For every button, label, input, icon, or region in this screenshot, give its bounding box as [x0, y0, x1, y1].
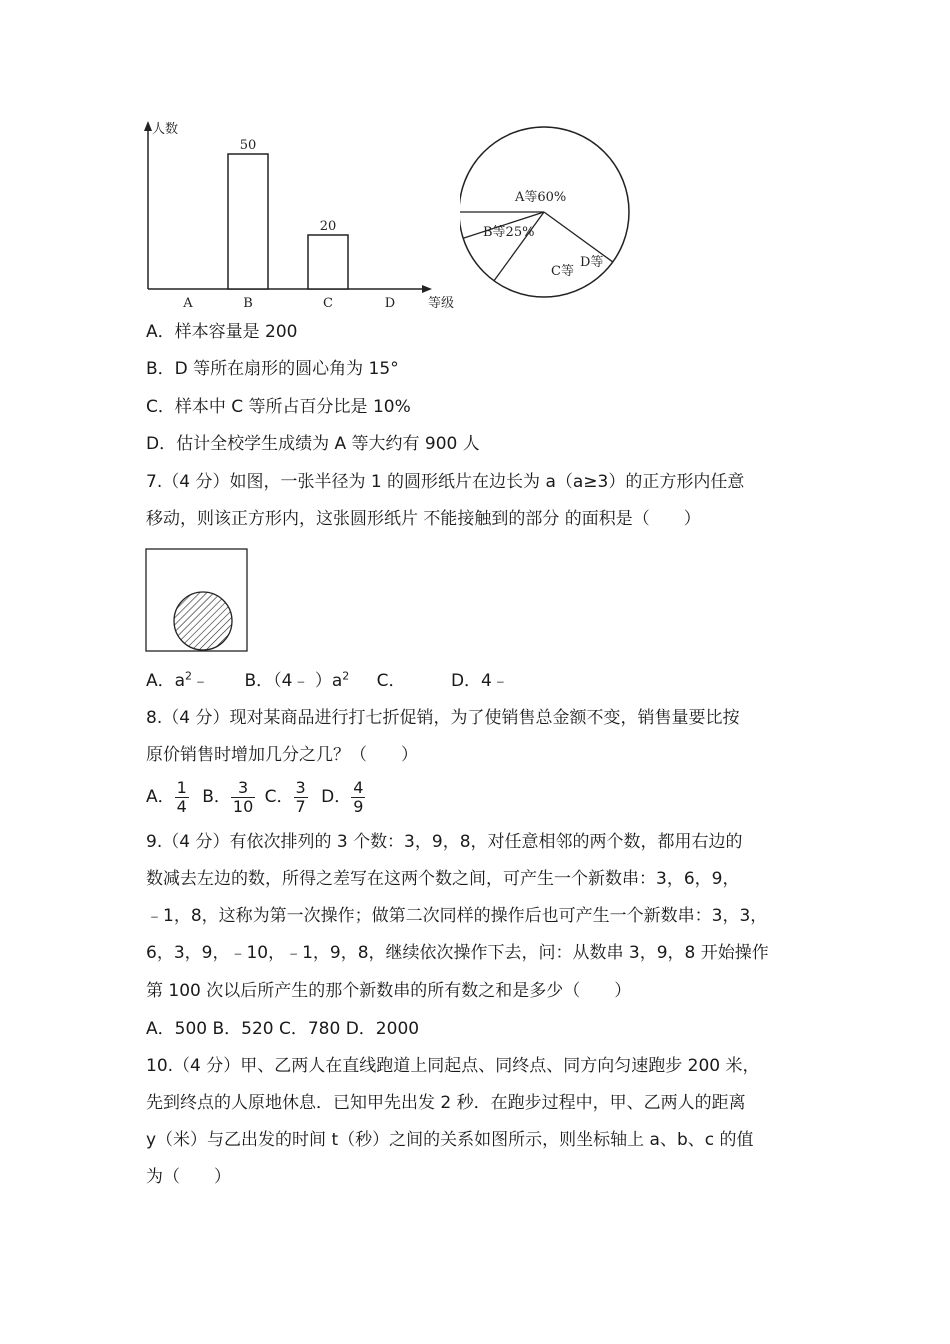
q9-options: A．500 B．520 C．780 D．2000: [146, 1019, 420, 1039]
q8-option-c: C． $\frac{3}{7}$: [264, 777, 306, 816]
q7-option-d: D．4﹣: [450, 671, 509, 691]
hatched-circle: [174, 592, 232, 650]
q10-stem-line2: 先到终点的人原地休息．已知甲先出发 2 秒．在跑步过程中，甲、乙两人的距离: [146, 1093, 746, 1113]
q7-option-a: A．$a^2﹣$: [146, 669, 210, 691]
y-axis-label: 人数: [152, 122, 179, 137]
q6-option-b: B．D 等所在扇形的圆心角为 15°: [146, 359, 399, 379]
q10-stem-line1: 10.（4 分）甲、乙两人在直线跑道上同起点、同终点、同方向匀速跑步 200 米，: [146, 1056, 760, 1076]
x-tick-label-A: A: [183, 296, 193, 311]
bar-chart: [130, 115, 470, 315]
q8-options: [146, 778, 365, 816]
q9-stem-line3: ﹣1，8，这称为第一次操作；做第二次同样的操作后也可产生一个新数串：3，3，: [146, 906, 768, 926]
y-axis-arrow: [144, 121, 152, 131]
q9-stem-line2: 数减去左边的数，所得之差写在这两个数之间，可产生一个新数串：3，6，9，: [146, 869, 740, 889]
bar-C: [308, 235, 348, 289]
pie-label-a: A等60%: [515, 190, 567, 205]
q7-option-b: B．（4﹣ ）$a^2$: [244, 669, 350, 691]
q7-stem-line1: 7.（4 分）如图，一张半径为 1 的圆形纸片在边长为 a（a≥3）的正方形内任意: [146, 472, 745, 492]
q8-option-d: D． $\frac{4}{9}$: [321, 777, 364, 816]
bar-value-label-C: 20: [319, 219, 337, 234]
q7-figure: [145, 548, 249, 652]
q9-stem-line5: 第 100 次以后所产生的那个新数串的所有数之和是多少（ ）: [146, 981, 632, 1001]
bar-B: [228, 154, 268, 289]
x-axis-label: 等级: [428, 296, 455, 311]
q9-stem-line4: 6，3，9，﹣10，﹣1，9，8，继续依次操作下去，问：从数串 3，9，8 开始操作: [146, 943, 769, 963]
q6-option-d: D．估计全校学生成绩为 A 等大约有 900 人: [146, 434, 480, 454]
pie-boundary-2: [494, 212, 544, 281]
q7-option-c: C．: [376, 671, 406, 691]
q10-stem-line3: y（米）与乙出发的时间 t（秒）之间的关系如图所示，则坐标轴上 a、b、c 的值: [146, 1130, 754, 1150]
q7-options: [146, 669, 509, 693]
q6-option-c: C．样本中 C 等所占百分比是 10%: [146, 397, 411, 417]
pie-label-c: C等: [551, 264, 574, 279]
q10-stem-line4: 为（ ）: [146, 1167, 231, 1187]
x-tick-label-D: D: [384, 296, 396, 311]
q8-option-a: A． $\frac{1}{4}$: [146, 777, 187, 816]
x-tick-label-B: B: [243, 296, 253, 311]
q7-stem-line2: 移动，则该正方形内，这张圆形纸片 不能接触到的部分 的面积是（ ）: [146, 509, 701, 529]
pie-label-d: D等: [580, 255, 604, 270]
x-tick-label-C: C: [323, 296, 333, 311]
q9-stem-line1: 9.（4 分）有依次排列的 3 个数：3，9，8，对任意相邻的两个数，都用右边的: [146, 832, 743, 852]
x-axis-arrow: [422, 285, 432, 293]
q8-stem-line2: 原价销售时增加几分之几？（ ）: [146, 745, 418, 765]
q8-stem-line1: 8.（4 分）现对某商品进行打七折促销，为了使销售总金额不变，销售量要比按: [146, 708, 740, 728]
pie-chart: [460, 120, 630, 300]
q8-option-b: B． $\frac{3}{10}$: [202, 777, 254, 816]
bar-value-label-B: 50: [239, 138, 257, 153]
pie-label-b: B等25%: [483, 225, 535, 240]
q6-option-a: A．样本容量是 200: [146, 322, 298, 342]
